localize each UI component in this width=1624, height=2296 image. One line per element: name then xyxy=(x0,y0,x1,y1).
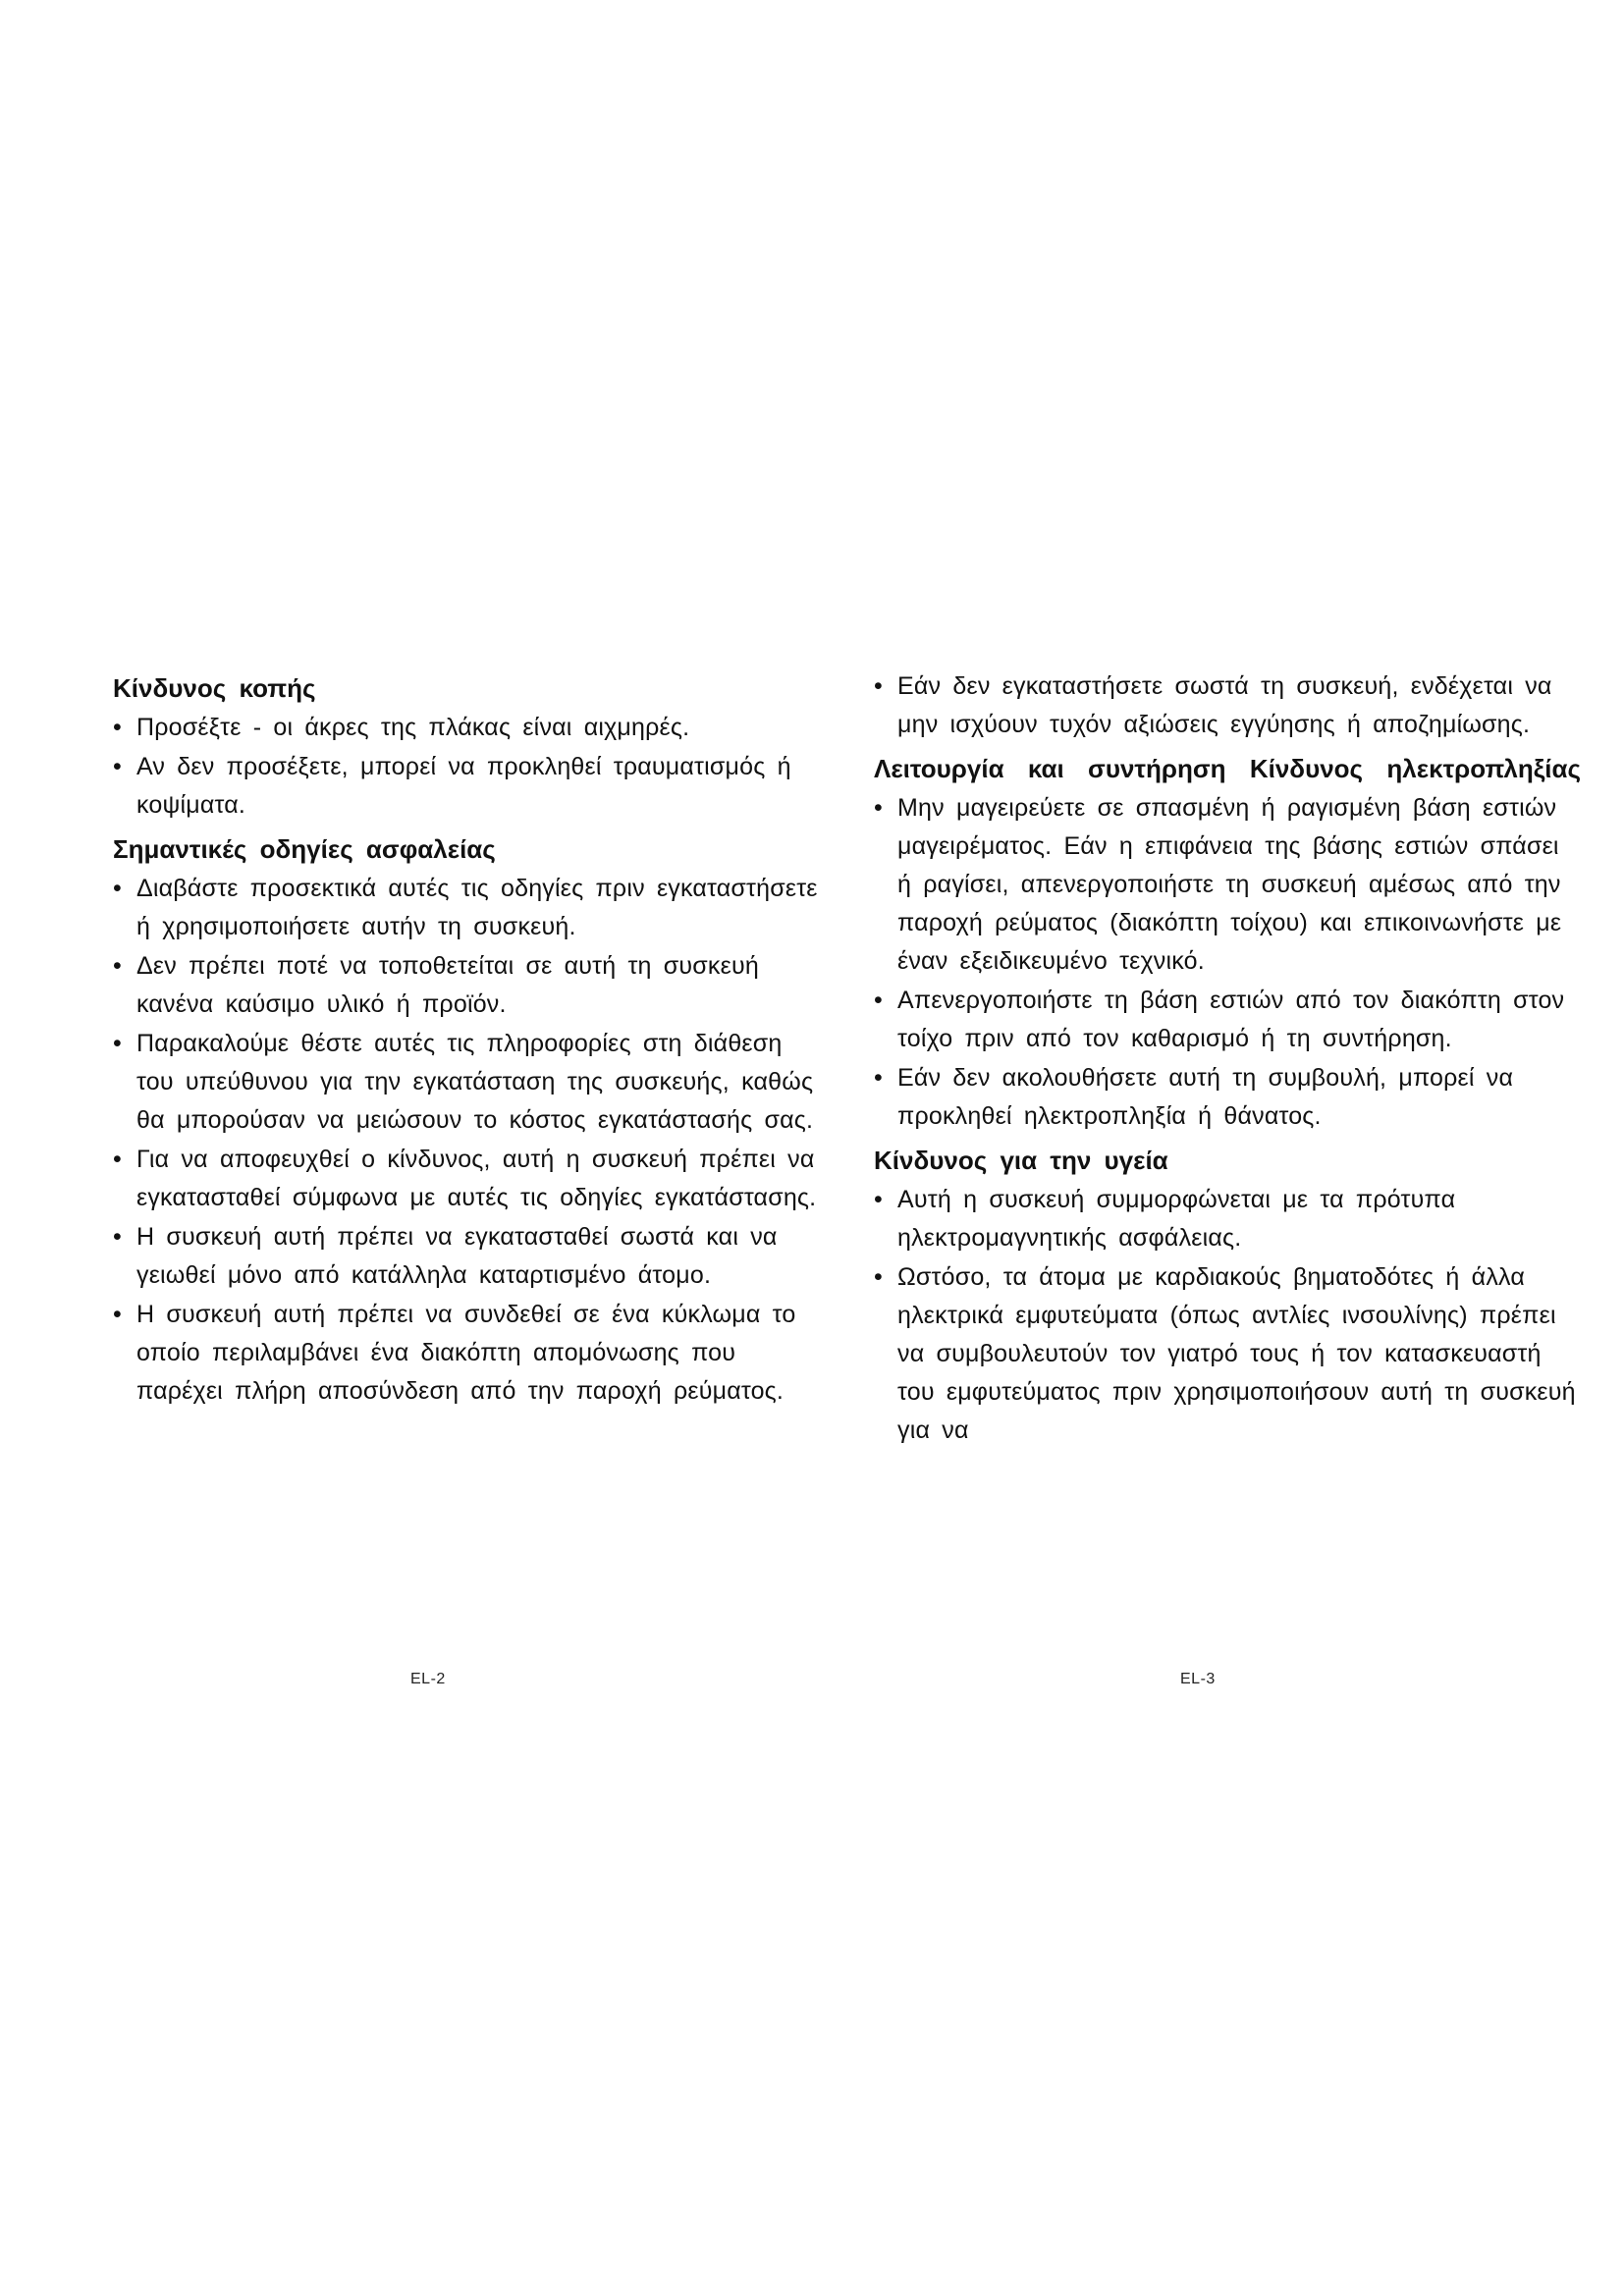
list-item: • Η συσκευή αυτή πρέπει να συνδεθεί σε ένα κύκλωμα το οποίο περιλαμβάνει ένα διακόπτη απομόνωσης που παρέχει πλήρη αποσύνδεση από την παροχή ρεύματος. xyxy=(113,1296,820,1411)
list-item: • Αυτή η συσκευή συμμορφώνεται με τα πρότυπα ηλεκτρομαγνητικής ασφάλειας. xyxy=(874,1181,1581,1257)
list-item: • Διαβάστε προσεκτικά αυτές τις οδηγίες πριν εγκαταστήσετε ή χρησιμοποιήσετε αυτήν τη συσκευή. xyxy=(113,870,820,946)
warranty-list xyxy=(874,667,1581,744)
list-item: • Παρακαλούμε θέστε αυτές τις πληροφορίες στη διάθεση του υπεύθυνου για την εγκατάσταση της συσκευής, καθώς θα μπορούσαν να μειώσουν το κόστος εγκατάστασής σας. xyxy=(113,1025,820,1140)
right-page xyxy=(874,667,1581,1454)
list-item: • Η συσκευή αυτή πρέπει να εγκατασταθεί σωστά και να γειωθεί μόνο από κατάλληλα καταρτισμένο άτομο. xyxy=(113,1218,820,1295)
list-item: • Ωστόσο, τα άτομα με καρδιακούς βηματοδότες ή άλλα ηλεκτρικά εμφυτεύματα (όπως αντλίες ινσουλίνης) πρέπει να συμβουλευτούν τον γιατρό τους ή τον κατασκευαστή του εμφυτεύματος πριν χρησιμοποιήσουν αυτή τη συσκευή για να xyxy=(874,1258,1581,1450)
section-heading-cut-hazard: Κίνδυνος κοπής xyxy=(113,673,316,703)
list-item: • Εάν δεν ακολουθήσετε αυτή τη συμβουλή, μπορεί να προκληθεί ηλεκτροπληξία ή θάνατος. xyxy=(874,1059,1581,1136)
section-heading-safety-instructions: Σημαντικές οδηγίες ασφαλείας xyxy=(113,834,496,864)
list-item: • Δεν πρέπει ποτέ να τοποθετείται σε αυτή τη συσκευή κανένα καύσιμο υλικό ή προϊόν. xyxy=(113,947,820,1024)
section-heading-electric-shock: Λειτουργία και συντήρηση Κίνδυνος ηλεκτροπληξίας xyxy=(874,754,1581,783)
electric-shock-list xyxy=(874,789,1581,1136)
list-item: • Εάν δεν εγκαταστήσετε σωστά τη συσκευή, ενδέχεται να μην ισχύουν τυχόν αξιώσεις εγγύησης ή αποζημίωσης. xyxy=(874,667,1581,744)
health-hazard-list xyxy=(874,1181,1581,1450)
list-item: • Απενεργοποιήστε τη βάση εστιών από τον διακόπτη στον τοίχο πριν από τον καθαρισμό ή τη συντήρηση. xyxy=(874,982,1581,1058)
list-item: • Για να αποφευχθεί ο κίνδυνος, αυτή η συσκευή πρέπει να εγκατασταθεί σύμφωνα με αυτές τις οδηγίες εγκατάστασης. xyxy=(113,1141,820,1217)
section-heading-health-hazard: Κίνδυνος για την υγεία xyxy=(874,1146,1168,1175)
list-item: • Μην μαγειρεύετε σε σπασμένη ή ραγισμένη βάση εστιών μαγειρέματος. Εάν η επιφάνεια της βάσης εστιών σπάσει ή ραγίσει, απενεργοποιήστε τη συσκευή αμέσως από την παροχή ρεύματος (διακόπτη τοίχου) και επικοινωνήστε με έναν εξειδικευμένο τεχνικό. xyxy=(874,789,1581,981)
cut-hazard-list xyxy=(113,709,820,825)
safety-instructions-list xyxy=(113,870,820,1411)
list-item: • Αν δεν προσέξετε, μπορεί να προκληθεί τραυματισμός ή κοψίματα. xyxy=(113,748,820,825)
page-number-left: EL-2 xyxy=(410,1671,446,1687)
left-page xyxy=(113,667,820,1415)
page-number-right: EL-3 xyxy=(1180,1671,1216,1687)
list-item: • Προσέξτε - οι άκρες της πλάκας είναι αιχμηρές. xyxy=(113,709,820,747)
